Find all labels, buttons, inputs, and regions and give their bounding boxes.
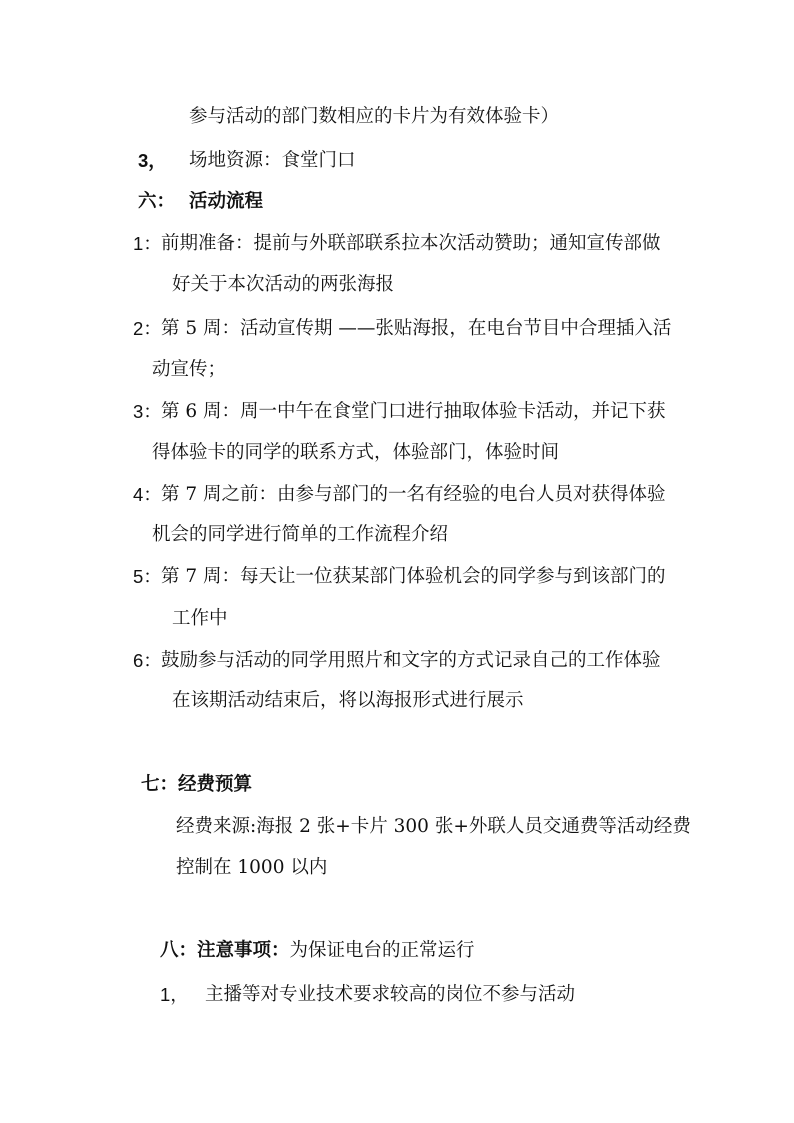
text-line: 参与活动的部门数相应的卡片为有效体验卡） [189, 106, 560, 127]
section-heading-bold: 八：注意事项： [160, 940, 290, 961]
section-heading-rest: 为保证电台的正常运行 [289, 940, 475, 961]
item-number: 5： [133, 566, 162, 587]
text-line: 第 7 周：每天让一位获某部门体验机会的同学参与到该部门的 [161, 566, 666, 587]
text-line: 经费来源:海报 2 张+卡片 300 张+外联人员交通费等活动经费 [176, 816, 691, 837]
text-line: 第 7 周之前：由参与部门的一名有经验的电台人员对获得体验 [161, 484, 666, 505]
item-number: 3， [138, 150, 167, 171]
item-number: 6： [133, 650, 162, 671]
text-line: 控制在 1000 以内 [176, 857, 328, 878]
item-number: 4： [133, 484, 162, 505]
section-number: 六： [138, 191, 176, 212]
item-number: 1， [160, 984, 189, 1005]
text-line: 动宣传； [152, 359, 227, 380]
text-line: 好关于本次活动的两张海报 [172, 274, 395, 295]
text-line: 第 5 周：活动宣传期 ——张贴海报，在电台节目中合理插入活 [161, 318, 672, 339]
section-heading: 活动流程 [189, 191, 264, 212]
text-line: 工作中 [172, 608, 228, 629]
section-heading: 七：经费预算 [141, 774, 253, 795]
item-number: 3： [133, 401, 162, 422]
text-line: 在该期活动结束后，将以海报形式进行展示 [172, 690, 524, 711]
section-heading [160, 938, 475, 964]
text-line: 场地资源：食堂门口 [189, 150, 356, 171]
text-line: 前期准备：提前与外联部联系拉本次活动赞助；通知宣传部做 [161, 233, 661, 254]
text-line: 机会的同学进行简单的工作流程介绍 [152, 524, 449, 545]
item-number: 1： [133, 233, 162, 254]
text-line: 主播等对专业技术要求较高的岗位不参与活动 [205, 984, 576, 1005]
item-number: 2： [133, 318, 162, 339]
text-line: 鼓励参与活动的同学用照片和文字的方式记录自己的工作体验 [161, 650, 661, 671]
text-line: 第 6 周：周一中午在食堂门口进行抽取体验卡活动，并记下获 [161, 401, 666, 422]
text-line: 得体验卡的同学的联系方式，体验部门，体验时间 [152, 442, 560, 463]
